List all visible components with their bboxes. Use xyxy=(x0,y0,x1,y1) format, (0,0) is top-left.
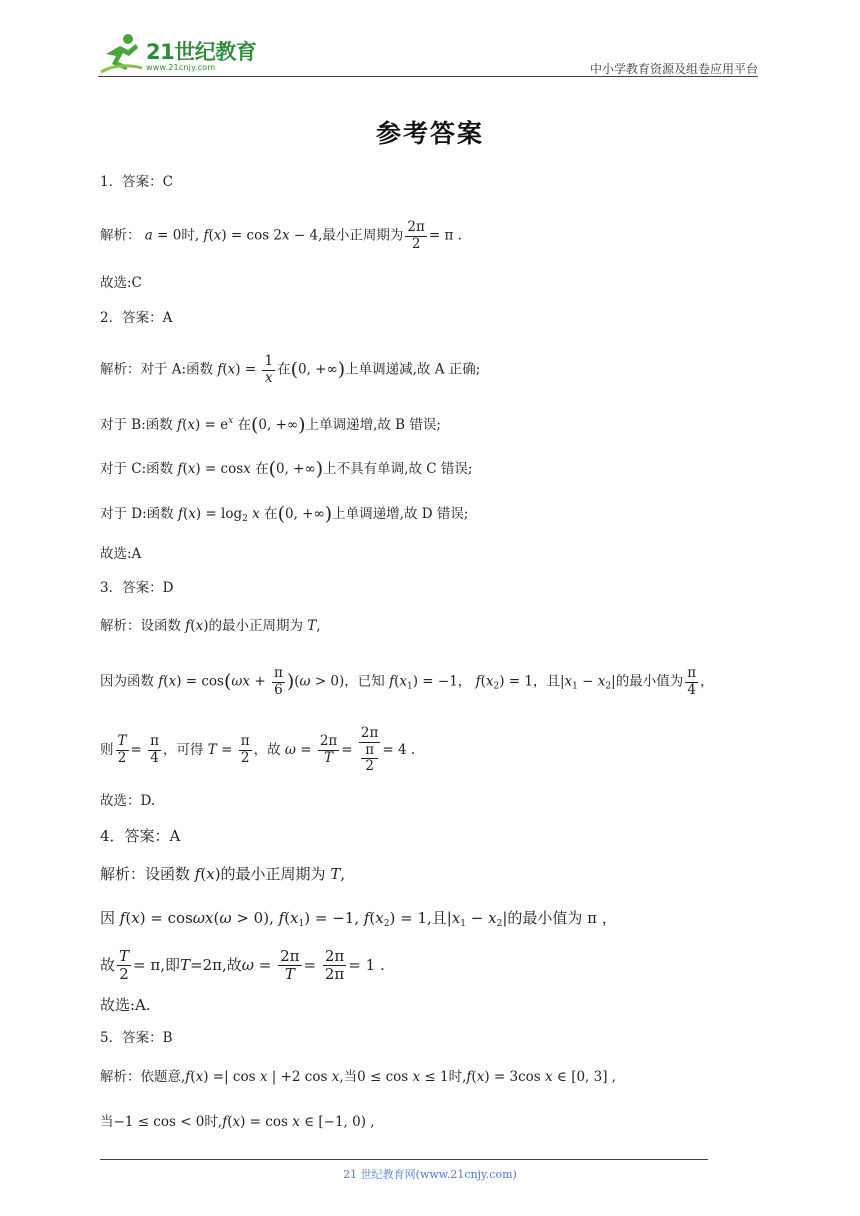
logo-url: www.21cnjy.com xyxy=(146,63,216,72)
footer-link[interactable]: 21 世纪教育网(www.21cnjy.com) xyxy=(343,1168,517,1181)
logo-text: 21世纪教育 xyxy=(146,40,257,64)
solution-3c: 则 $\frac{T}{2}$ = $\frac{\pi}{4}$ ，可得 T = $\frac{\pi}{2}$ ，故 ω = $\frac{2\pi}{T}$ = 2π π 2 = 4 . xyxy=(100,725,416,775)
solution-3b: 因为函数 f(x) = cos(ωx + $\frac{\pi}{6}$ )(ω > 0)，已知 $f(x_1) = -1$， $f(x_2) = 1$，且$|x_1 - x_2|$的最小值为 $\frac{\pi}{4}$ ， xyxy=(100,665,714,698)
select-1: 故选:C xyxy=(100,275,142,291)
solution-2a: 解析：对于 A:函数 f(x) = $\frac{1}{x}$ 在(0, +∞)上单调递减,故 A 正确; xyxy=(100,353,481,386)
answer-3: 3．答案：D xyxy=(100,580,174,596)
solution-2b: 对于 B:函数 $f(x) = e^x$ 在(0, +∞)上单调递增,故 B 错误; xyxy=(100,414,441,436)
solution-4c: 故 $\frac{T}{2}$ = π,即T=2π,故ω = $\frac{2\pi}{T}$ = $\frac{2\pi}{2\pi}$ = 1 . xyxy=(100,947,385,984)
solution-5a: 解析：依题意,f(x) =| cos x | +2 cos x,当0 ≤ cos x ≤ 1时,f(x) = 3cos x ∈ [0, 3] , xyxy=(100,1069,617,1085)
solution-2c: 对于 C:函数 f(x) = cosx 在(0, +∞)上不具有单调,故 C 错误; xyxy=(100,458,473,480)
page-header xyxy=(98,30,758,78)
solution-3a: 解析：设函数 f(x)的最小正周期为 T, xyxy=(100,618,321,634)
answer-5: 5．答案：B xyxy=(100,1030,173,1046)
solution-5b: 当−1 ≤ cos < 0时,f(x) = cos x ∈ [−1, 0) , xyxy=(100,1114,375,1130)
site-logo[interactable] xyxy=(98,32,268,76)
select-3: 故选：D. xyxy=(100,793,156,809)
page-title: 参考答案 xyxy=(375,119,484,148)
solution-1: 解析： a = 0时, f(x) = cos 2x − 4,最小正周期为 $\frac{2\pi}{2}$ = π . xyxy=(100,219,462,252)
footer-divider xyxy=(100,1159,708,1160)
header-divider xyxy=(98,76,758,77)
answer-4: 4．答案：A xyxy=(100,827,181,845)
solution-2d: 对于 D:函数 $f(x) = \log_2 x$ 在(0, +∞)上单调递增,故 D 错误; xyxy=(100,503,469,525)
answer-2: 2．答案：A xyxy=(100,310,173,326)
runner-logo-icon xyxy=(98,32,144,76)
site-slogan: 中小学教育资源及组卷应用平台 xyxy=(589,62,758,76)
select-4: 故选:A. xyxy=(100,996,151,1014)
solution-4a: 解析：设函数 f(x)的最小正周期为 T, xyxy=(100,865,346,883)
select-2: 故选:A xyxy=(100,546,142,562)
answer-1: 1．答案：C xyxy=(100,174,173,190)
solution-4b: 因 f(x) = cosωx(ω > 0), $f(x_1) = -1$, $f(x_2) = 1$,且$|x_1 - x_2|$的最小值为 π ， xyxy=(100,909,617,929)
